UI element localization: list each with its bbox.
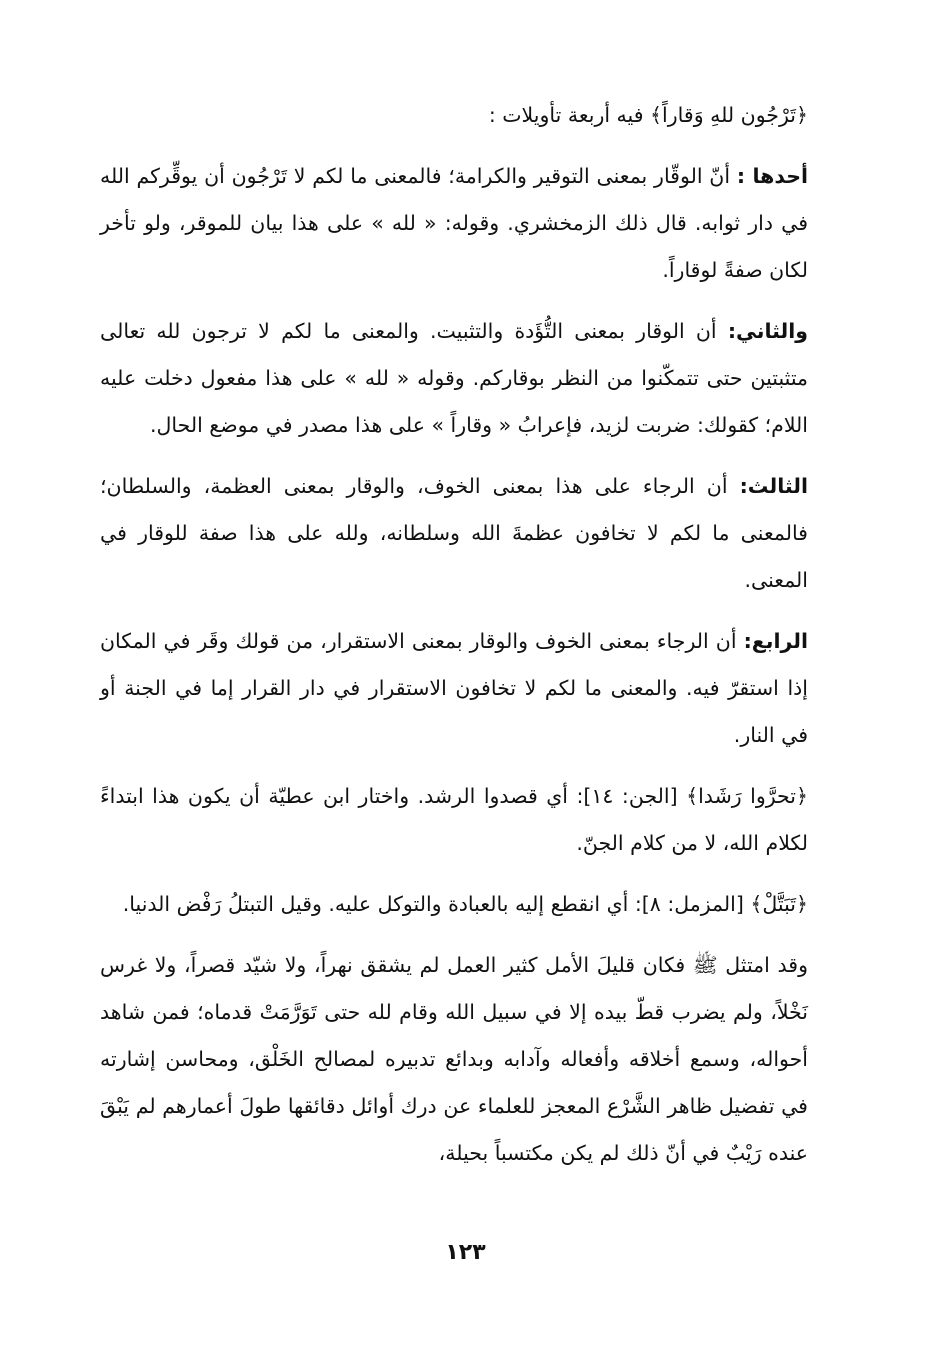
paragraph-6 xyxy=(100,881,808,928)
paragraph-1 xyxy=(100,153,808,294)
paragraph-4 xyxy=(100,618,808,759)
section-heading: ﴿تَرْجُون للهِ وَقاراً﴾ فيه أربعة تأويلات : xyxy=(488,103,808,127)
paragraph-lead: الثالث: xyxy=(739,474,808,498)
page-body xyxy=(100,92,808,1191)
paragraph-text: وقد امتثل ﷺ فكان قليلَ الأمل كثير العمل لم يشقق نهراً، ولا شيّد قصراً، ولا غرس نَخْلاً، ولم يضرب قطّ بيده إلا في سبيل الله وقام لله حتى تَوَرَّمَتْ قدماه؛ فمن شاهد أحواله، وسمع أخلاقه وأفعاله وآدابه وبدائع تدبيره لمصالح الخَلْق، ومحاسن إشارته في تفضيل ظاهر الشَّرْع المعجز للعلماء عن درك أوائل دقائقها طولَ أعمارهم لم يَبْقَ عنده رَيْبٌ في أنّ ذلك لم يكن مكتسباً بحيلة، xyxy=(100,953,808,1165)
paragraph-text: أن الرجاء على هذا بمعنى الخوف، والوقار بمعنى العظمة، والسلطان؛ فالمعنى ما لكم لا تخافون عظمةَ الله وسلطانه، ولله على هذا صفة للوقار في المعنى. xyxy=(100,474,808,592)
paragraph-5 xyxy=(100,773,808,867)
paragraph-text: أن الوقار بمعنى التُّؤَدة والتثبيت. والمعنى ما لكم لا ترجون لله تعالى متثبتين حتى تتمكّنوا من النظر بوقاركم. وقوله « لله » على هذا مفعول دخلت عليه اللام؛ كقولك: ضربت لزيد، فإعرابُ « وقاراً » على هذا مصدر في موضع الحال. xyxy=(100,319,808,437)
paragraph-text: أن الرجاء بمعنى الخوف والوقار بمعنى الاستقرار، من قولك وقَر في المكان إذا استقرّ فيه. والمعنى ما لكم لا تخافون الاستقرار في دار القرار إما في الجنة أو في النار. xyxy=(100,629,808,747)
paragraph-lead: والثاني: xyxy=(727,319,808,343)
paragraph-lead: أحدها : xyxy=(736,164,808,188)
paragraph-text: ﴿تحرَّوا رَشَدا﴾ [الجن: ١٤]: أي قصدوا الرشد. واختار ابن عطيّة أن يكون هذا ابتداءً لكلام الله، لا من كلام الجنّ. xyxy=(100,784,808,855)
paragraph-text: أنّ الوقّار بمعنى التوقير والكرامة؛ فالمعنى ما لكم لا تَرْجُون أن يوقِّركم الله في دار ثوابه. قال ذلك الزمخشري. وقوله: « لله » على هذا بيان للموقر، ولو تأخر لكان صفةً لوقاراً. xyxy=(100,164,808,282)
paragraph-7 xyxy=(100,942,808,1177)
paragraph-text: ﴿تَبَتَّلْ﴾ [المزمل: ٨]: أي انقطع إليه بالعبادة والتوكل عليه. وقيل التبتلُ رَفْض الدنيا. xyxy=(122,892,808,916)
paragraph-3 xyxy=(100,463,808,604)
paragraph-2 xyxy=(100,308,808,449)
paragraph-lead: الرابع: xyxy=(743,629,808,653)
page-number: ١٢٣ xyxy=(445,1240,486,1265)
